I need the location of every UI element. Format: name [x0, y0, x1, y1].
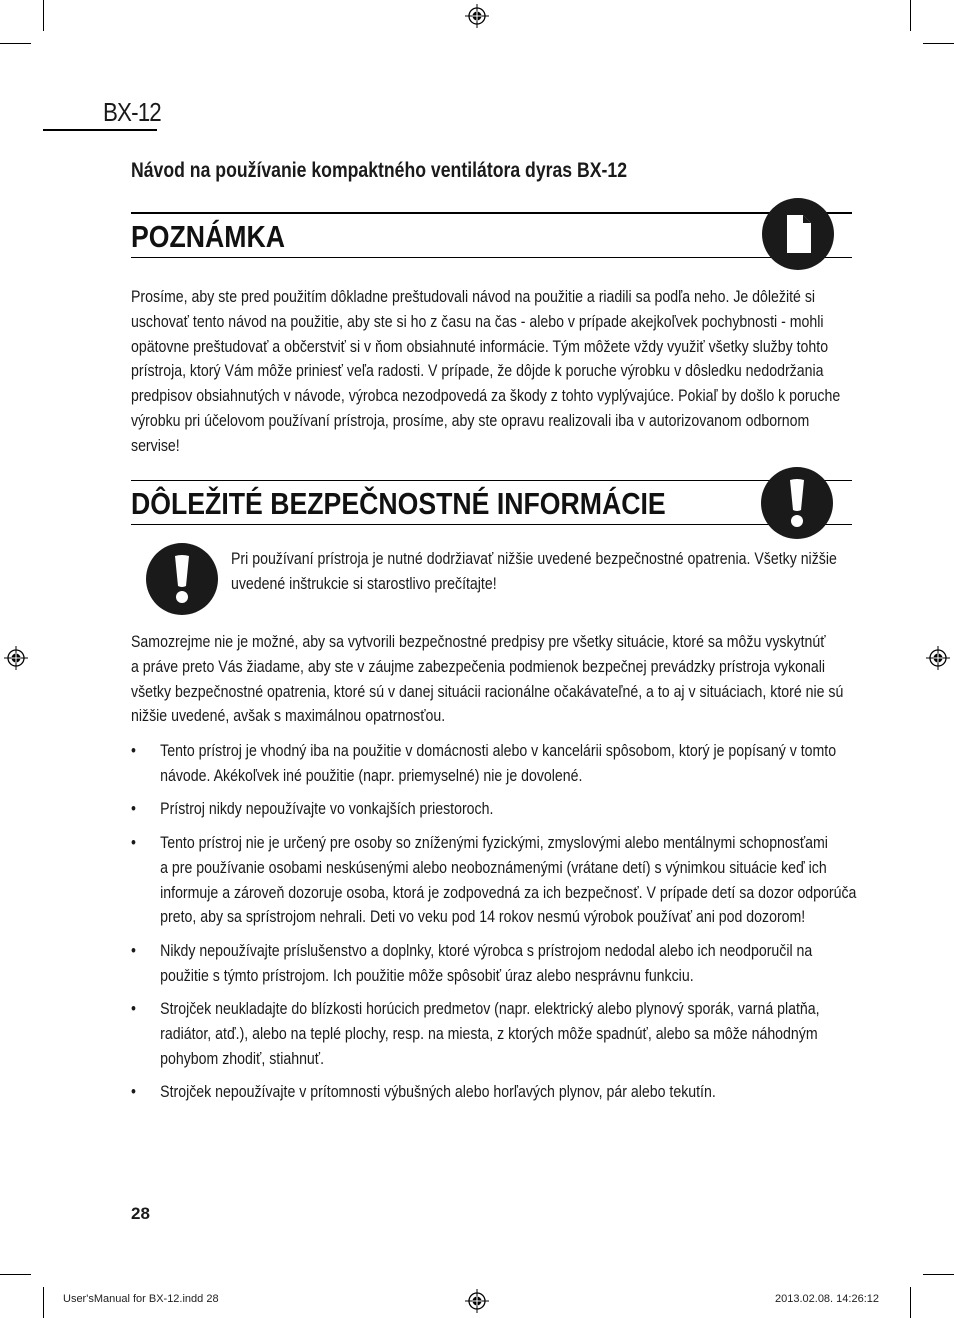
document-icon — [762, 198, 834, 270]
bullet-dot: • — [131, 834, 136, 852]
note-heading: POZNÁMKA — [131, 219, 286, 254]
note-line: servise! — [131, 436, 180, 455]
note-line: uschovať tento návod na použitie, aby ste si ho z času na čas - alebo v prípade akejkoľvek pochybnosti - mohli — [131, 312, 824, 331]
page-number: 28 — [131, 1204, 150, 1223]
crop-mark — [910, 1287, 911, 1318]
section-rule-bottom — [131, 524, 852, 525]
crop-mark — [43, 1287, 44, 1318]
bullet-dot: • — [131, 800, 136, 818]
crop-mark — [923, 43, 954, 44]
intro-line: Samozrejme nie je možné, aby sa vytvorili bezpečnostné predpisy pre všetky situácie, ktoré sa môžu vyskytnúť — [131, 633, 826, 651]
note-paragraph — [131, 285, 851, 459]
bullet-text — [160, 939, 812, 989]
model-label: BX-12 — [103, 97, 161, 127]
slug-file: User'sManual for BX-12.indd 28 — [63, 1293, 219, 1305]
crop-mark — [0, 1274, 31, 1275]
bullet-text — [160, 997, 819, 1071]
registration-mark-icon — [465, 1289, 489, 1313]
note-line: prístroja, ktorý Vám môže priniesť veľa radosti. V prípade, že dôjde k poruche výrobku v dôsledku nedodržania — [131, 362, 824, 381]
bullet-text — [160, 739, 836, 789]
registration-mark-icon — [926, 646, 950, 670]
exclamation-icon — [146, 543, 218, 615]
bullet-line: radiátor, atď.), alebo na teplé plochy, resp. na miesta, z ktorých môže spadnúť, alebo sa môže náhodným — [160, 1024, 818, 1043]
bullet-line: Strojček nepoužívajte v prítomnosti výbušných alebo horľavých plynov, pár alebo tekutín. — [160, 1083, 716, 1101]
intro-line: a práve preto Vás žiadame, aby ste v záujme zabezpečenia podmienok bezpečnej prevádzky prístroja vykonali — [131, 657, 826, 676]
bullet-line: Tento prístroj nie je určený pre osoby so zníženými fyzickými, zmyslovými alebo mentálnymi schopnosťami — [160, 834, 828, 852]
bullet-dot: • — [131, 1000, 136, 1018]
bullet-line: Prístroj nikdy nepoužívajte vo vonkajších priestoroch. — [160, 800, 494, 818]
bullet-line: informuje a zároveň dozoruje osoba, ktorá je zodpovedná za ich bezpečnosť. V prípade detí sa dozor odporúča — [160, 883, 857, 902]
note-line: predpisov obsiahnutých v návode, výrobca nezodpovedá za škody z tohto vyplývajúce. Pokiaľ by došlo k poruche — [131, 387, 841, 406]
section-rule-bottom — [131, 257, 852, 258]
bullet-line: Tento prístroj je vhodný iba na použitie v domácnosti alebo v kancelárii spôsobom, ktorý je popísaný v tomto — [160, 742, 837, 760]
section-rule-top — [131, 480, 852, 481]
bullet-line: použitie s týmto prístrojom. Ich použitie môže spôsobiť úraz alebo nesprávnu funkciu. — [160, 966, 694, 985]
bullet-line: pohybom zhodiť, stiahnuť. — [160, 1049, 325, 1068]
crop-mark — [0, 43, 31, 44]
bullet-line: návode. Akékoľvek iné použitie (napr. priemyselné) nie je dovolené. — [160, 766, 583, 785]
bullet-line: a pre používanie osobami neskúsenými alebo neoboznámenými (vrátane detí) s výnimkou situácie keď ich — [160, 858, 827, 877]
slug-date: 2013.02.08. 14:26:12 — [775, 1293, 879, 1305]
crop-mark — [910, 0, 911, 31]
warning-line: uvedené inštrukcie si starostlivo prečítajte! — [231, 574, 497, 593]
crop-mark — [923, 1274, 954, 1275]
document-title: Návod na používanie kompaktného ventilátora dyras BX-12 — [131, 159, 628, 182]
warning-paragraph — [231, 547, 848, 597]
intro-paragraph — [131, 630, 851, 729]
registration-mark-icon — [465, 4, 489, 28]
bullet-dot: • — [131, 1083, 136, 1101]
bullet-dot: • — [131, 742, 136, 760]
header-rule — [43, 129, 157, 131]
registration-mark-icon — [4, 646, 28, 670]
bullet-text — [160, 831, 856, 930]
note-line: Prosíme, aby ste pred použitím dôkladne preštudovali návod na použitie a riadili sa podľa neho. Je dôležité si — [131, 288, 816, 306]
bullet-line: Strojček neukladajte do blízkosti horúcich predmetov (napr. elektrický alebo plynový sporák, varná platňa, — [160, 1000, 820, 1018]
section-rule-top — [131, 212, 852, 214]
intro-line: nižšie uvedené, avšak s maximálnou opatrnosťou. — [131, 707, 446, 726]
bullet-line: preto, aby sa sprístrojom nehrali. Deti vo veku pod 14 rokov nesmú výrobok používať ani pod dozorom! — [160, 908, 806, 927]
bullet-dot: • — [131, 942, 136, 960]
exclamation-icon — [761, 467, 833, 539]
note-line: opätovne preštudovať a občerstviť si v ňom obsiahnuté informácie. Tým môžete vždy využiť všetky služby tohto — [131, 337, 829, 356]
safety-heading: DÔLEŽITÉ BEZPEČNOSTNÉ INFORMÁCIE — [131, 486, 666, 521]
bullet-text — [160, 1080, 716, 1105]
bullet-line: Nikdy nepoužívajte príslušenstvo a doplnky, ktoré výrobca s prístrojom nedodal alebo ich neodporučil na — [160, 942, 813, 960]
bullet-text — [160, 797, 493, 822]
note-line: výrobku pri účelovom používaní prístroja, prosíme, aby ste opravu realizovali iba v autorizovanom odbornom — [131, 411, 810, 430]
crop-mark — [43, 0, 44, 31]
intro-line: všetky bezpečnostné opatrenia, ktoré sú v danej situácii racionálne očakávateľné, a to aj v situáciach, ktoré nie sú — [131, 682, 844, 701]
warning-line: Pri používaní prístroja je nutné dodržiavať nižšie uvedené bezpečnostné opatrenia. Všetky nižšie — [231, 550, 837, 568]
